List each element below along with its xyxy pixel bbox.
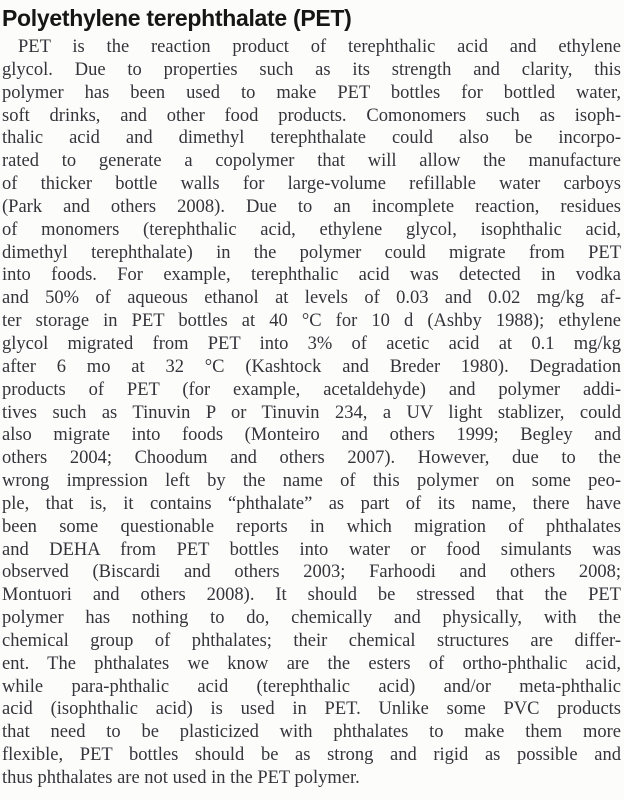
- text-line: of monomers (terephthalic acid, ethylene glycol, isophthalic acid,: [2, 219, 621, 240]
- text-line: observed (Biscardi and others 2003; Farhoodi and others 2008;: [2, 562, 621, 583]
- text-line: (Park and others 2008). Due to an incomplete reaction, residues: [2, 196, 621, 217]
- text-line: thus phthalates are not used in the PET polymer.: [2, 768, 360, 788]
- text-line: acid (isophthalic acid) is used in PET. Unlike some PVC products: [2, 699, 621, 720]
- text-line: polymer has nothing to do, chemically and physically, with the: [2, 608, 621, 629]
- text-line: flexible, PET bottles should be as strong and rigid as possible and: [2, 745, 621, 766]
- text-line: Montuori and others 2008). It should be stressed that the PET: [2, 585, 621, 606]
- text-line: and DEHA from PET bottles into water or food simulants was: [2, 539, 621, 560]
- text-line: ent. The phthalates we know are the esters of ortho-phthalic acid,: [2, 653, 621, 674]
- text-line: ple, that is, it contains “phthalate” as part of its name, there have: [2, 493, 621, 514]
- section-heading: Polyethylene terephthalate (PET): [2, 5, 352, 31]
- text-line: also migrate into foods (Monteiro and others 1999; Begley and: [2, 425, 621, 446]
- text-line: products of PET (for example, acetaldehyde) and polymer addi-: [2, 379, 621, 400]
- text-line: glycol. Due to properties such as its strength and clarity, this: [2, 59, 621, 80]
- text-line: wrong impression left by the name of this polymer on some peo-: [2, 471, 621, 492]
- text-line: that need to be plasticized with phthalates to make them more: [2, 722, 621, 743]
- text-line: PET is the reaction product of terephthalic acid and ethylene: [18, 37, 621, 57]
- text-line: tives such as Tinuvin P or Tinuvin 234, a UV light stablizer, could: [2, 402, 621, 423]
- text-line: soft drinks, and other food products. Comonomers such as isoph-: [2, 105, 621, 126]
- paragraph: [2, 36, 621, 790]
- text-line: after 6 mo at 32 °C (Kashtock and Breder 1980). Degradation: [2, 356, 621, 377]
- text-line: thalic acid and dimethyl terephthalate could also be incorpo-: [2, 128, 621, 149]
- text-line: others 2004; Choodum and others 2007). However, due to the: [2, 448, 621, 469]
- text-line: into foods. For example, terephthalic acid was detected in vodka: [2, 265, 621, 286]
- text-line: ter storage in PET bottles at 40 °C for 10 d (Ashby 1988); ethylene: [2, 311, 621, 332]
- text-line: rated to generate a copolymer that will allow the manufacture: [2, 151, 621, 172]
- text-line: and 50% of aqueous ethanol at levels of 0.03 and 0.02 mg/kg af-: [2, 288, 621, 309]
- text-line: chemical group of phthalates; their chemical structures are differ-: [2, 630, 621, 651]
- text-line: dimethyl terephthalate) in the polymer could migrate from PET: [2, 242, 621, 263]
- text-line: of thicker bottle walls for large-volume refillable water carboys: [2, 174, 621, 195]
- text-line: glycol migrated from PET into 3% of acetic acid at 0.1 mg/kg: [2, 333, 621, 354]
- text-line: polymer has been used to make PET bottles for bottled water,: [2, 82, 621, 103]
- text-line: been some questionable reports in which migration of phthalates: [2, 516, 621, 537]
- text-line: while para-phthalic acid (terephthalic acid) and/or meta-phthalic: [2, 676, 621, 697]
